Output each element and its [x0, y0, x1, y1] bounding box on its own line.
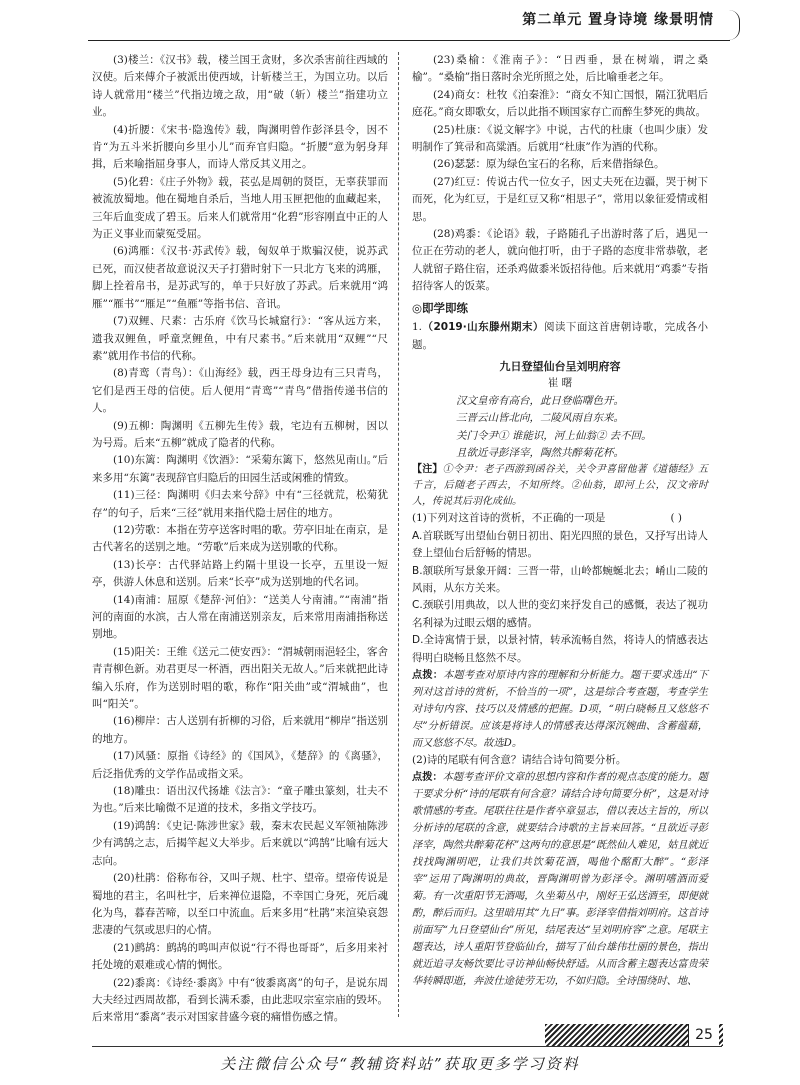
allusion-entry: (22)黍离：《诗经·黍离》中有“彼黍离离”的句子，是说东周大夫经过西周故都，看到长满禾黍，由此悲叹宗室宗庙的毁坏。后来常用“黍离”表示对国家昔盛今衰的痛惜伤感之情。: [92, 976, 388, 1024]
allusion-entry: (3)楼兰：《汉书》载，楼兰国王贪财，多次杀害前往西域的汉使。后来傅介子被派出使西域，计斩楼兰王，为国立功。以后诗人就常用“楼兰”代指边境之敌，用“破（斩）楼兰”指建功立业。: [92, 54, 388, 119]
allusion-entry: (7)双鲤、尺素：古乐府《饮马长城窟行》：“客从远方来，遗我双鲤鱼，呼童烹鲤鱼，中有尺素书。”后来就用“双鲤”“尺素”就用作书信的代称。: [92, 315, 388, 362]
allusion-entry: (20)杜鹃：俗称布谷，又叫子规、杜宇、望帝。望帝传说是蜀地的君主，名叫杜宇，后来禅位退隐，不幸国亡身死，死后魂化为鸟，暮春苦啼，以至口中流血。后来多用“杜鹃”来渲染哀怨悲凄的气氛或思归的心情。: [92, 872, 388, 937]
explanation-label: 点拨：: [412, 670, 444, 681]
explanation-2: [412, 769, 708, 990]
column-divider: [398, 52, 399, 1017]
footer-rule: [92, 1046, 722, 1047]
allusion-entry: (26)瑟瑟：原为绿色宝石的名称，后来借指绿色。: [433, 158, 665, 171]
explanation-1: [412, 667, 708, 752]
left-column: [92, 52, 388, 1027]
option-text: 颔联所写景象开阔：三晋一带，山岭都蜿蜒北去；崤山二陵的风雨，从东方关来。: [412, 564, 708, 594]
allusion-entry: (17)风骚：原指《诗经》的《国风》，《楚辞》的《离骚》，后泛指优秀的文学作品或指文采。: [92, 750, 388, 780]
allusion-entry: (25)杜康：《说文解字》中说，古代的杜康（也叫少康）发明制作了箕帚和高粱酒。后就用“杜康”作为酒的代称。: [412, 123, 708, 154]
poem-line: 三晋云山皆北向，二陵风雨自东来。: [456, 412, 624, 425]
allusion-entry: (4)折腰：《宋书·隐逸传》载，陶渊明曾作彭泽县令，因不肯“为五斗米折腰向乡里小儿”而弃官归隐。“折腰”意为躬身拜揖，后来喻指屈身事人，而诗人常反其义用之。: [92, 123, 388, 171]
option-label: C.: [412, 599, 423, 612]
note-text: ①令尹：老子西游到函谷关，关令尹喜留他著《道德经》五千言，后随老子西去，不知所终。②仙翁，即河上公，汉文帝时人，传说其后羽化成仙。: [412, 464, 709, 508]
allusion-entry: (23)桑榆：《淮南子》：“日西垂，景在树端，谓之桑榆”。“桑榆”指日落时余光所照之处，后比喻垂老之年。: [412, 54, 708, 84]
poem-author: 崔 曙: [547, 377, 573, 390]
option-label: D.: [412, 634, 424, 647]
option-text: 全诗寓情于景，以景衬情，转承流畅自然，将诗人的情感表达得明白晓畅且悠然不尽。: [412, 634, 708, 664]
page-number: 25: [688, 1024, 719, 1046]
explanation-text: 本题考查评价文章的思想内容和作者的观点态度的能力。题干要求分析“诗的尾联有何含意？请结合诗句简要分析”，这是对诗歌情感的考查。尾联往往是作者卒章显志，借以表达主旨的，所以分析诗的尾联的含意，就要结合诗歌的主旨来回答。“且欲近寻彭泽宰，陶然共醉菊花杯”这两句的意思是“既然仙人难见，姑且就近找找陶渊明吧，让我们共饮菊花酒，喝他个酩酊大醉”。“彭泽宰”运用了陶渊明的典故，晋陶渊明曾为彭泽令。渊明嗜酒而爱菊。有一次重阳节无酒喝，久坐菊丛中，刚好王弘送酒至，即便就酌，醉后而归。这里暗用其“九日”事。彭泽宰借指刘明府。这首诗前面写“九日登望仙台”所见，结尾表达“呈刘明府容”之意。尾联主题表达，诗人重阳节登临仙台，描写了仙台雄伟壮丽的景色，指出就近追寻友畅饮要比寻访神仙畅快舒适。从而含蓄主题表达富贵荣华转瞬即逝，奔波仕途徒劳无功，不如归隐。全诗围绕时、地、: [412, 772, 708, 988]
allusion-entry: (10)东篱：陶渊明《饮酒》：“采菊东篱下，悠然见南山。”后来多用“东篱”表现辞官归隐后的田园生活或闲雅的情致。: [92, 454, 388, 484]
subquestion-1: [412, 510, 708, 527]
option-text: 首联既写出望仙台朝日初出、阳光四照的景色，又抒写出诗人登上望仙台后舒畅的情思。: [412, 529, 708, 560]
allusion-entry: (21)鹧鸪：鹧鸪的鸣叫声似说“行不得也哥哥”，后多用来衬托处境的艰难或心情的惆怅。: [92, 941, 388, 972]
allusion-entry: (8)青鸾（青鸟）：《山海经》载，西王母身边有三只青鸟，它们是西王母的信使。后人便用“青鸾”“青鸟”借指传递书信的人。: [92, 367, 388, 415]
subquestion-1-stem: (1)下列对这首诗的赏析，不正确的一项是: [412, 512, 606, 525]
allusion-entry: (5)化碧：《庄子外物》载，苌弘是周朝的贤臣，无辜获罪而被流放蜀地。他在蜀地自杀后，当地人用玉匣把他的血藏起来，三年后血变成了碧玉。后来人们就常用“化碧”形容刚直中正的人为正义事业而蒙冤受屈。: [92, 175, 388, 241]
page-header: [0, 0, 800, 48]
question-source: （2019·山东滕州期末）: [422, 321, 544, 334]
allusion-entry: (19)鸿鹄：《史记·陈涉世家》载，秦末农民起义军领袖陈涉少有鸿鹄之志，后揭竿起义大举步。后来就以“鸿鹄”比喻有远大志向。: [92, 819, 388, 867]
option-d: [412, 632, 708, 667]
question-stem: 阅读下面这首唐朝诗歌，完成各小题。: [412, 321, 708, 351]
allusion-entry: (27)红豆：传说古代一位女子，因丈夫死在边疆，哭于树下而死，化为红豆，于是红豆又称“相思子”，常用以象征爱情或相思。: [412, 175, 708, 223]
header-rule: [88, 40, 730, 41]
poem-title: 九日登望仙台呈刘明府容: [499, 359, 621, 373]
right-column: [412, 52, 708, 990]
option-text: 颈联引用典故，以人世的变幻来抒发自己的感慨，表达了视功名利禄为过眼云烟的感情。: [412, 599, 708, 629]
poem-line: 且欲近寻彭泽宰，陶然共醉菊花杯。: [456, 446, 624, 459]
allusion-entry: (12)劳歌：本指在劳亭送客时唱的歌。劳亭旧址在南京，是古代著名的送别之地。“劳歌”后来成为送别歌的代称。: [92, 523, 388, 554]
practice-section-title: ◎即学即练: [412, 300, 469, 315]
allusion-entry: (6)鸿雁：《汉书·苏武传》载，匈奴单于欺骗汉使，说苏武已死，而汉使者故意说汉天子打猎时射下一只北方飞来的鸿雁，脚上拴着帛书，是苏武写的，单于只好放了苏武。后来就用“鸿雁”“雁书”“雁足”“鱼雁”等指书信、音讯。: [92, 245, 388, 310]
subquestion-2: (2)诗的尾联有何含意？请结合诗句简要分析。: [412, 754, 627, 766]
allusion-entry: (16)柳岸：古人送别有折柳的习俗，后来就用“柳岸”指送别的地方。: [92, 715, 388, 745]
poem-line: 汉文皇帝有高台，此日登临曙色开。: [456, 394, 624, 407]
question-1-header: [412, 319, 708, 354]
note-label: 【注】: [412, 464, 443, 476]
footer-watermark-text: 关注微信公众号“教辅资料站”获取更多学习资料: [220, 1055, 580, 1073]
explanation-label: 点拨：: [412, 772, 443, 784]
allusion-entry: (15)阳关：王维《送元二使安西》：“渭城朝雨浥轻尘，客舍青青柳色新。劝君更尽一杯酒，西出阳关无故人。”后来就把此诗编入乐府，作为送别时唱的歌，称作“阳关曲”或“渭城曲”，也叫“阳关”。: [92, 645, 388, 711]
answer-blank: ( ): [670, 512, 682, 525]
poem-line: 关门令尹① 谁能识，河上仙翁② 去不回。: [456, 429, 652, 442]
option-label: B.: [412, 564, 423, 577]
allusion-entry: (28)鸡黍：《论语》载，子路随孔子出游时落了后，遇见一位正在劳动的老人，就向他打听，由于子路的态度非常恭敬，老人就留子路住宿，还杀鸡做黍米饭招待他。后来就用“鸡黍”专指招待客人的饭菜。: [412, 228, 708, 293]
option-a: [412, 528, 708, 563]
unit-title: 第二单元 置身诗境 缘景明情: [522, 12, 714, 28]
allusion-entry: (24)商女：杜牧《泊秦淮》：“商女不知亡国恨，隔江犹唱后庭花。”商女即歌女，后以此指不顾国家存亡而醉生梦死的典故。: [412, 88, 708, 119]
header-bracket-decoration: [729, 10, 740, 40]
allusion-entry: (14)南浦：屈原《楚辞·河伯》：“送美人兮南浦。”“南浦”指河的南面的水滨，古人常在南浦送别亲友，后来常用南浦指称送别地。: [92, 593, 388, 641]
option-label: A.: [412, 529, 423, 542]
allusion-entry: (9)五柳：陶渊明《五柳先生传》载，宅边有五柳树，因以为号焉。后来“五柳”就成了隐者的代称。: [92, 419, 388, 449]
option-b: [412, 563, 708, 598]
allusion-entry: (18)雕虫：语出汉代扬雄《法言》：“童子雕虫篆刻，壮夫不为也。”后来比喻微不足道的技术，多指文学技巧。: [92, 785, 388, 815]
question-number: 1.: [412, 321, 423, 334]
option-c: [412, 597, 708, 632]
explanation-text: 本题考查对原诗内容的理解和分析能力。题干要求选出“下列对这首诗的赏析，不恰当的一项”，这是综合考查题，考查学生对诗句内容、技巧以及情感的把握。D项，“明白晓畅且又悠悠不尽”分析错误。应该是将诗人的情感表达得深沉婉曲、含蓄蕴藉，而又悠悠不尽。故选D。: [412, 670, 708, 749]
allusion-entry: (13)长亭：古代驿站路上约隔十里设一长亭，五里设一短亭，供游人休息和送别。后来“长亭”成为送别地的代名词。: [92, 558, 388, 589]
allusion-entry: (11)三径：陶渊明《归去来兮辞》中有“三径就荒，松菊犹存”的句子，后来“三径”就用来指代隐士居住的地方。: [92, 489, 388, 519]
poem-notes: [412, 462, 708, 510]
